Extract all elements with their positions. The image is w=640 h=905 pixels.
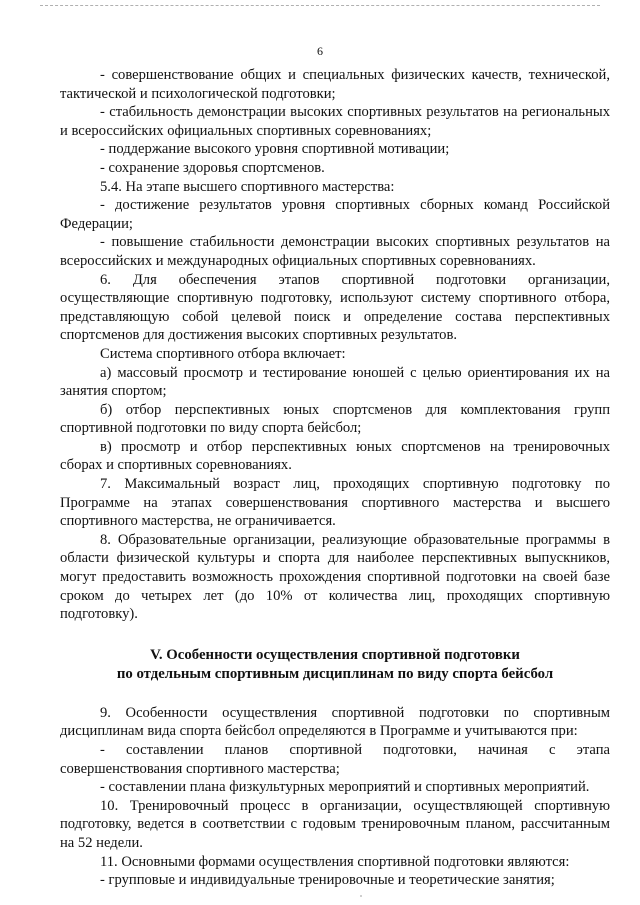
paragraph: - сохранение здоровья спортсменов. xyxy=(100,159,325,176)
paragraph: в) просмотр и отбор перспективных юных спортсменов на тренировочных сборах и спортивных соревнованиях. xyxy=(60,438,610,474)
paragraph: 11. Основными формами осуществления спортивной подготовки являются: xyxy=(100,853,570,870)
paragraph: 5.4. На этапе высшего спортивного мастерства: xyxy=(100,178,395,195)
paragraph: - совершенствование общих и специальных физических качеств, технической, тактической и психологической подготовки; xyxy=(60,67,610,102)
scan-artifact-dot xyxy=(360,895,362,897)
paragraph: - поддержание высокого уровня спортивной мотивации; xyxy=(100,141,450,158)
paragraph: 8. Образовательные организации, реализующие образовательные программы в области физической культуры и спорта для наиболее перспективных выпускников, могут предоставить возможность прохождения спортивной подготовки на своей базе сроком до четырех лет (до 10% от количества лиц, проходящих спортивную подготовку). xyxy=(60,531,610,623)
paragraph: - составлении плана физкультурных мероприятий и спортивных мероприятий. xyxy=(100,779,590,796)
paragraph: а) массовый просмотр и тестирование юношей с целью ориентирования их на занятия спортом; xyxy=(60,364,610,400)
paragraph: б) отбор перспективных юных спортсменов для комплектования групп спортивной подготовки по виду спорта бейсбол; xyxy=(60,401,610,437)
paragraph: - достижение результатов уровня спортивных сборных команд Российской Федерации; xyxy=(60,197,610,232)
paragraph: 9. Особенности осуществления спортивной подготовки по спортивным дисциплинам вида спорта бейсбол определяются в Программе и учитываются при: xyxy=(60,704,610,740)
paragraph: - составлении планов спортивной подготовки, начиная с этапа совершенствования спортивного мастерства; xyxy=(60,742,610,777)
paragraph: - стабильность демонстрации высоких спортивных результатов на региональных и всероссийских официальных спортивных соревнованиях; xyxy=(60,104,610,139)
paragraph: Система спортивного отбора включает: xyxy=(100,345,346,362)
paragraph: 7. Максимальный возраст лиц, проходящих спортивную подготовку по Программе на этапах совершенствования спортивного мастерства и высшего спортивного мастерства, не ограничивается. xyxy=(60,476,610,530)
paragraph: - повышение стабильности демонстрации высоких спортивных результатов на всероссийских и международных официальных спортивных соревнованиях. xyxy=(60,234,610,269)
section-heading-line-1: V. Особенности осуществления спортивной подготовки xyxy=(150,646,520,663)
section-heading-line-2: по отдельным спортивным дисциплинам по виду спорта бейсбол xyxy=(116,665,554,682)
paragraph: 6. Для обеспечения этапов спортивной подготовки организации, осуществляющие спортивную подготовку, используют систему спортивного отбора, представляющую собой целевой поиск и определение состава перспективных спортсменов для достижения высоких спортивных результатов. xyxy=(60,271,610,344)
section-heading xyxy=(60,646,610,684)
page-number: 6 xyxy=(317,44,323,58)
paragraph: 10. Тренировочный процесс в организации, осуществляющей спортивную подготовку, ведется в соответствии с годовым тренировочным планом, рассчитанным на 52 недели. xyxy=(60,797,610,851)
scan-artifact-line xyxy=(40,5,600,6)
document-body xyxy=(60,66,610,890)
paragraph: - групповые и индивидуальные тренировочные и теоретические занятия; xyxy=(100,872,555,889)
